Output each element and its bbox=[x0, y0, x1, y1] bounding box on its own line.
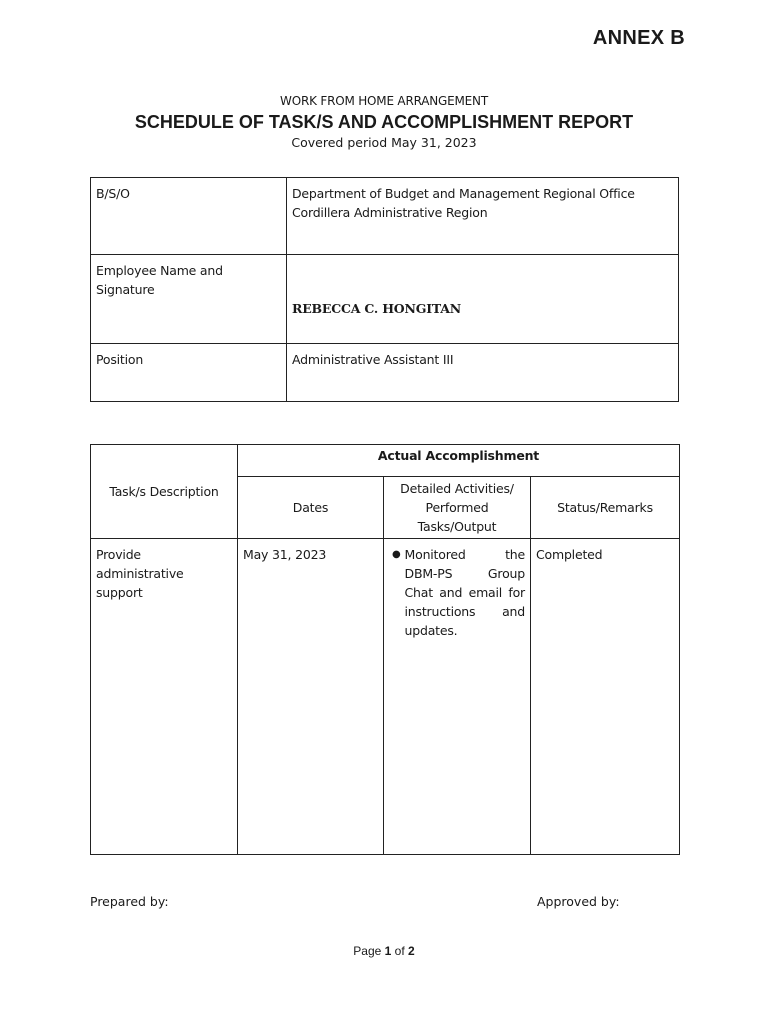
tasks-header-row bbox=[91, 445, 680, 477]
table-row bbox=[91, 539, 680, 855]
covered-period: Covered period May 31, 2023 bbox=[291, 135, 477, 150]
position-row bbox=[91, 344, 679, 402]
bso-value-line2: Cordillera Administrative Region bbox=[292, 205, 488, 220]
page-total: 2 bbox=[408, 944, 415, 958]
tasks-table bbox=[90, 444, 680, 855]
employee-value bbox=[287, 255, 679, 344]
bso-row bbox=[91, 178, 679, 255]
bso-label: B/S/O bbox=[91, 178, 287, 255]
prepared-by-label: Prepared by: bbox=[90, 894, 169, 909]
report-title: SCHEDULE OF TASK/S AND ACCOMPLISHMENT REPORT bbox=[134, 112, 634, 132]
page-current: 1 bbox=[384, 944, 392, 958]
employee-info-table bbox=[90, 177, 679, 402]
task-status-cell: Completed bbox=[531, 539, 680, 855]
header-actual-accomplishment: Actual Accomplishment bbox=[238, 445, 680, 477]
employee-row bbox=[91, 255, 679, 344]
header-detailed-activities: Detailed Activities/ Performed Tasks/Output bbox=[384, 477, 531, 539]
header-dates: Dates bbox=[238, 477, 384, 539]
position-label: Position bbox=[91, 344, 287, 402]
report-subtitle: WORK FROM HOME ARRANGEMENT bbox=[280, 94, 488, 108]
activity-text: Monitored the DBM-PS Group Chat and email for instructions and updates. bbox=[404, 547, 525, 638]
page-prefix: Page bbox=[353, 944, 382, 958]
report-header bbox=[0, 93, 768, 151]
header-task-description: Task/s Description bbox=[91, 445, 238, 539]
task-description-cell: Provide administrative support bbox=[91, 539, 238, 855]
task-activity-cell bbox=[384, 539, 531, 855]
employee-label: Employee Name and Signature bbox=[91, 255, 287, 344]
position-value: Administrative Assistant III bbox=[287, 344, 679, 402]
task-date-cell: May 31, 2023 bbox=[238, 539, 384, 855]
bso-value bbox=[287, 178, 679, 255]
page-of: of bbox=[394, 944, 405, 958]
approved-by-label: Approved by: bbox=[537, 894, 620, 909]
activity-bullet-item bbox=[392, 545, 525, 640]
page-number bbox=[0, 944, 768, 958]
bullet-icon: ● bbox=[392, 549, 401, 560]
bso-value-line1: Department of Budget and Management Regional Office bbox=[292, 186, 635, 201]
employee-name: REBECCA C. HONGITAN bbox=[292, 301, 461, 316]
annex-label: ANNEX B bbox=[592, 27, 685, 49]
header-status-remarks: Status/Remarks bbox=[531, 477, 680, 539]
